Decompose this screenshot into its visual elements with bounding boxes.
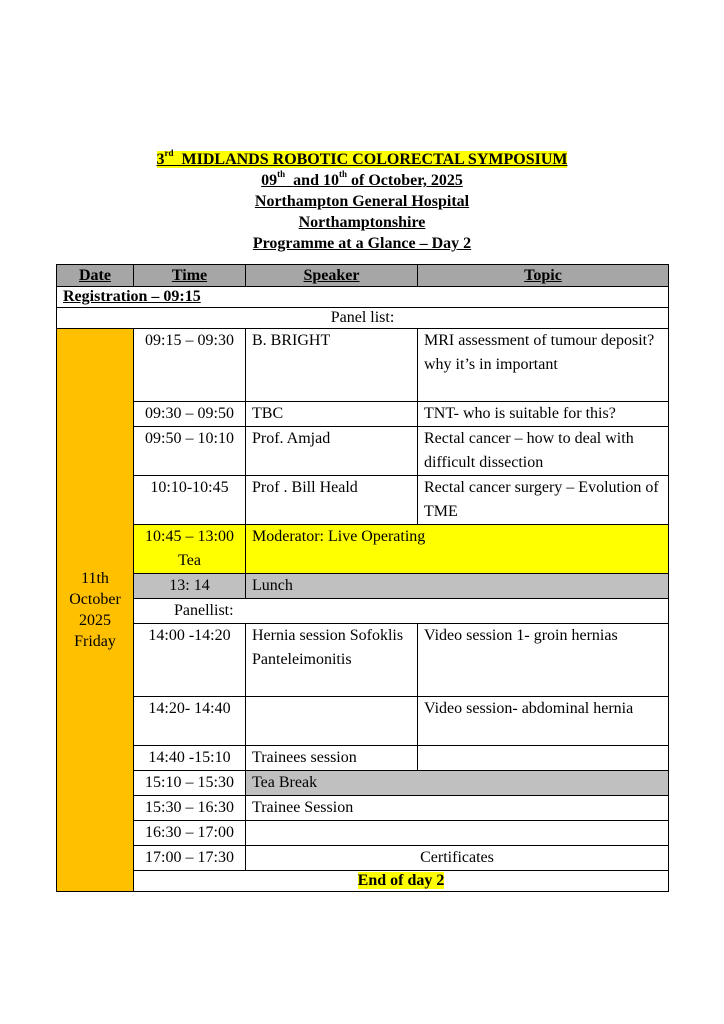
speaker-cell: Trainees session — [246, 746, 418, 771]
certificates-row — [57, 846, 669, 871]
topic-cell: Video session 1- groin hernias — [418, 624, 669, 697]
symposium-dates: 09th and 10th of October, 2025 — [261, 169, 463, 189]
tea-break-text: Tea Break — [246, 771, 669, 796]
time-cell: 14:40 -15:10 — [134, 746, 246, 771]
live-operating-text: Moderator: Live Operating — [246, 525, 669, 574]
panellist-row — [57, 599, 669, 624]
page-subtitle: Programme at a Glance – Day 2 — [252, 235, 472, 252]
table-row — [57, 697, 669, 746]
time-cell: 15:30 – 16:30 — [134, 796, 246, 821]
lunch-row — [57, 574, 669, 599]
topic-cell: Video session- abdominal hernia — [418, 697, 669, 746]
time-cell: 14:00 -14:20 — [134, 624, 246, 697]
column-header-time: Time — [134, 265, 246, 287]
date-cell: 11th October 2025 Friday — [57, 329, 134, 892]
live-operating-row — [57, 525, 669, 574]
certificates-text: Certificates — [246, 846, 669, 871]
blank-row — [57, 821, 669, 846]
county-name: Northamptonshire — [298, 214, 426, 231]
table-row — [57, 402, 669, 427]
topic-cell: Rectal cancer surgery – Evolution of TME — [418, 476, 669, 525]
column-header-topic: Topic — [418, 265, 669, 287]
time-cell: 14:20- 14:40 — [134, 697, 246, 746]
table-row — [57, 476, 669, 525]
programme-table — [56, 264, 669, 892]
time-cell: 15:10 – 15:30 — [134, 771, 246, 796]
speaker-cell: B. BRIGHT — [246, 329, 418, 402]
lunch-text: Lunch — [246, 574, 669, 599]
time-cell: 09:30 – 09:50 — [134, 402, 246, 427]
speaker-cell: Prof. Amjad — [246, 427, 418, 476]
topic-cell: MRI assessment of tumour deposit? why it’s in important — [418, 329, 669, 402]
time-cell: 10:10-10:45 — [134, 476, 246, 525]
hospital-name: Northampton General Hospital — [254, 193, 470, 210]
time-cell: 16:30 – 17:00 — [134, 821, 246, 846]
speaker-cell: Hernia session Sofoklis Panteleimonitis — [246, 624, 418, 697]
trainee-session-row — [57, 796, 669, 821]
table-row — [57, 746, 669, 771]
tea-break-row — [57, 771, 669, 796]
table-row — [57, 329, 669, 402]
registration-row — [57, 287, 669, 308]
end-of-day-text: End of day 2 — [357, 872, 445, 889]
topic-cell: TNT- who is suitable for this? — [418, 402, 669, 427]
table-header-row — [57, 265, 669, 287]
time-cell: 13: 14 — [134, 574, 246, 599]
topic-cell — [418, 746, 669, 771]
panel-list-text: Panel list: — [57, 308, 669, 329]
time-cell: 09:50 – 10:10 — [134, 427, 246, 476]
table-row — [57, 427, 669, 476]
topic-cell: Rectal cancer – how to deal with difficult dissection — [418, 427, 669, 476]
speaker-cell — [246, 697, 418, 746]
time-cell: 17:00 – 17:30 — [134, 846, 246, 871]
time-cell: 09:15 – 09:30 — [134, 329, 246, 402]
table-row — [57, 624, 669, 697]
time-cell: 10:45 – 13:00 Tea — [134, 525, 246, 574]
column-header-speaker: Speaker — [246, 265, 418, 287]
panel-list-row — [57, 308, 669, 329]
trainee-session-text: Trainee Session — [246, 796, 669, 821]
symposium-title: 3rd MIDLANDS ROBOTIC COLORECTAL SYMPOSIUM — [156, 148, 568, 168]
speaker-cell: Prof . Bill Heald — [246, 476, 418, 525]
speaker-cell: TBC — [246, 402, 418, 427]
blank-text — [246, 821, 669, 846]
registration-text: Registration – 09:15 — [57, 287, 669, 308]
end-of-day-row — [57, 871, 669, 892]
end-of-day-cell — [134, 871, 669, 892]
column-header-date: Date — [57, 265, 134, 287]
panellist-text: Panellist: — [134, 599, 669, 624]
